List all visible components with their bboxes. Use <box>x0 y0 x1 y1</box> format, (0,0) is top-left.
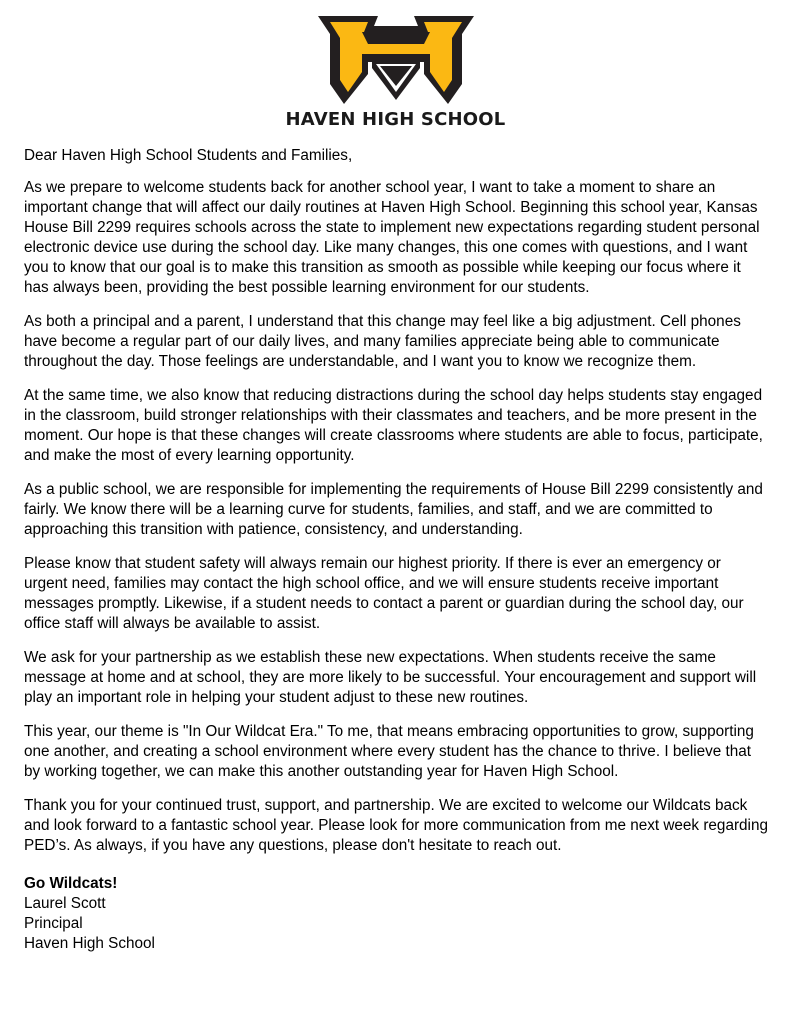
letter-paragraph: This year, our theme is "In Our Wildcat Era." To me, that means embracing opportunities to grow, supporting one another, and creating a school environment where every student has the chance to thrive. I believe that by working together, we can make this another outstanding year for Haven High School. <box>24 723 754 780</box>
letter-paragraph: As both a principal and a parent, I understand that this change may feel like a big adjustment. Cell phones have become a regular part of our daily lives, and many families appreciate being able to communicate throughout the day. Those feelings are understandable, and I want you to know we recognize them. <box>24 313 741 370</box>
letter-greeting: Dear Haven High School Students and Families, <box>24 147 353 164</box>
letter-paragraph: Please know that student safety will always remain our highest priority. If there is ever an emergency or urgent need, families may contact the high school office, and we will ensure students receive important messages promptly. Likewise, if a student needs to contact a parent or guardian during the school day, our office staff will always be available to assist. <box>24 555 744 632</box>
signer-title: Principal <box>24 915 83 932</box>
letter-paragraph: As a public school, we are responsible for implementing the requirements of House Bill 2299 consistently and fairly. We know there will be a learning curve for students, families, and staff, and we are committed to approaching this transition with patience, consistency, and understanding. <box>24 481 763 538</box>
letter-body <box>24 146 768 954</box>
letterhead <box>0 14 791 130</box>
haven-h-logo-icon <box>316 14 476 106</box>
signer-name: Laurel Scott <box>24 895 106 912</box>
signer-school: Haven High School <box>24 935 155 952</box>
letter-paragraph: We ask for your partnership as we establish these new expectations. When students receive the same message at home and at school, they are more likely to be successful. Your encouragement and support will play an important role in helping your student adjust to these new routines. <box>24 649 757 706</box>
letter-paragraph: Thank you for your continued trust, support, and partnership. We are excited to welcome our Wildcats back and look forward to a fantastic school year. Please look for more communication from me next week regarding PED’s. As always, if you have any questions, please don't hesitate to reach out. <box>24 797 768 854</box>
closing-line: Go Wildcats! <box>24 875 118 892</box>
signature-block <box>24 874 768 954</box>
letter-paragraph: At the same time, we also know that reducing distractions during the school day helps students stay engaged in the classroom, build stronger relationships with their classmates and teachers, and be more present in the moment. Our hope is that these changes will create classrooms where students are able to focus, participate, and make the most of every learning opportunity. <box>24 387 763 464</box>
school-name-heading: HAVEN HIGH SCHOOL <box>285 109 506 130</box>
letter-paragraph: As we prepare to welcome students back for another school year, I want to take a moment to share an important change that will affect our daily routines at Haven High School. Beginning this school year, Kansas House Bill 2299 requires schools across the state to implement new expectations regarding student personal electronic device use during the school day. Like many changes, this one comes with questions, and I want you to know that our goal is to make this transition as smooth as possible while keeping our focus where it has always been, providing the best possible learning environment for our students. <box>24 179 760 296</box>
